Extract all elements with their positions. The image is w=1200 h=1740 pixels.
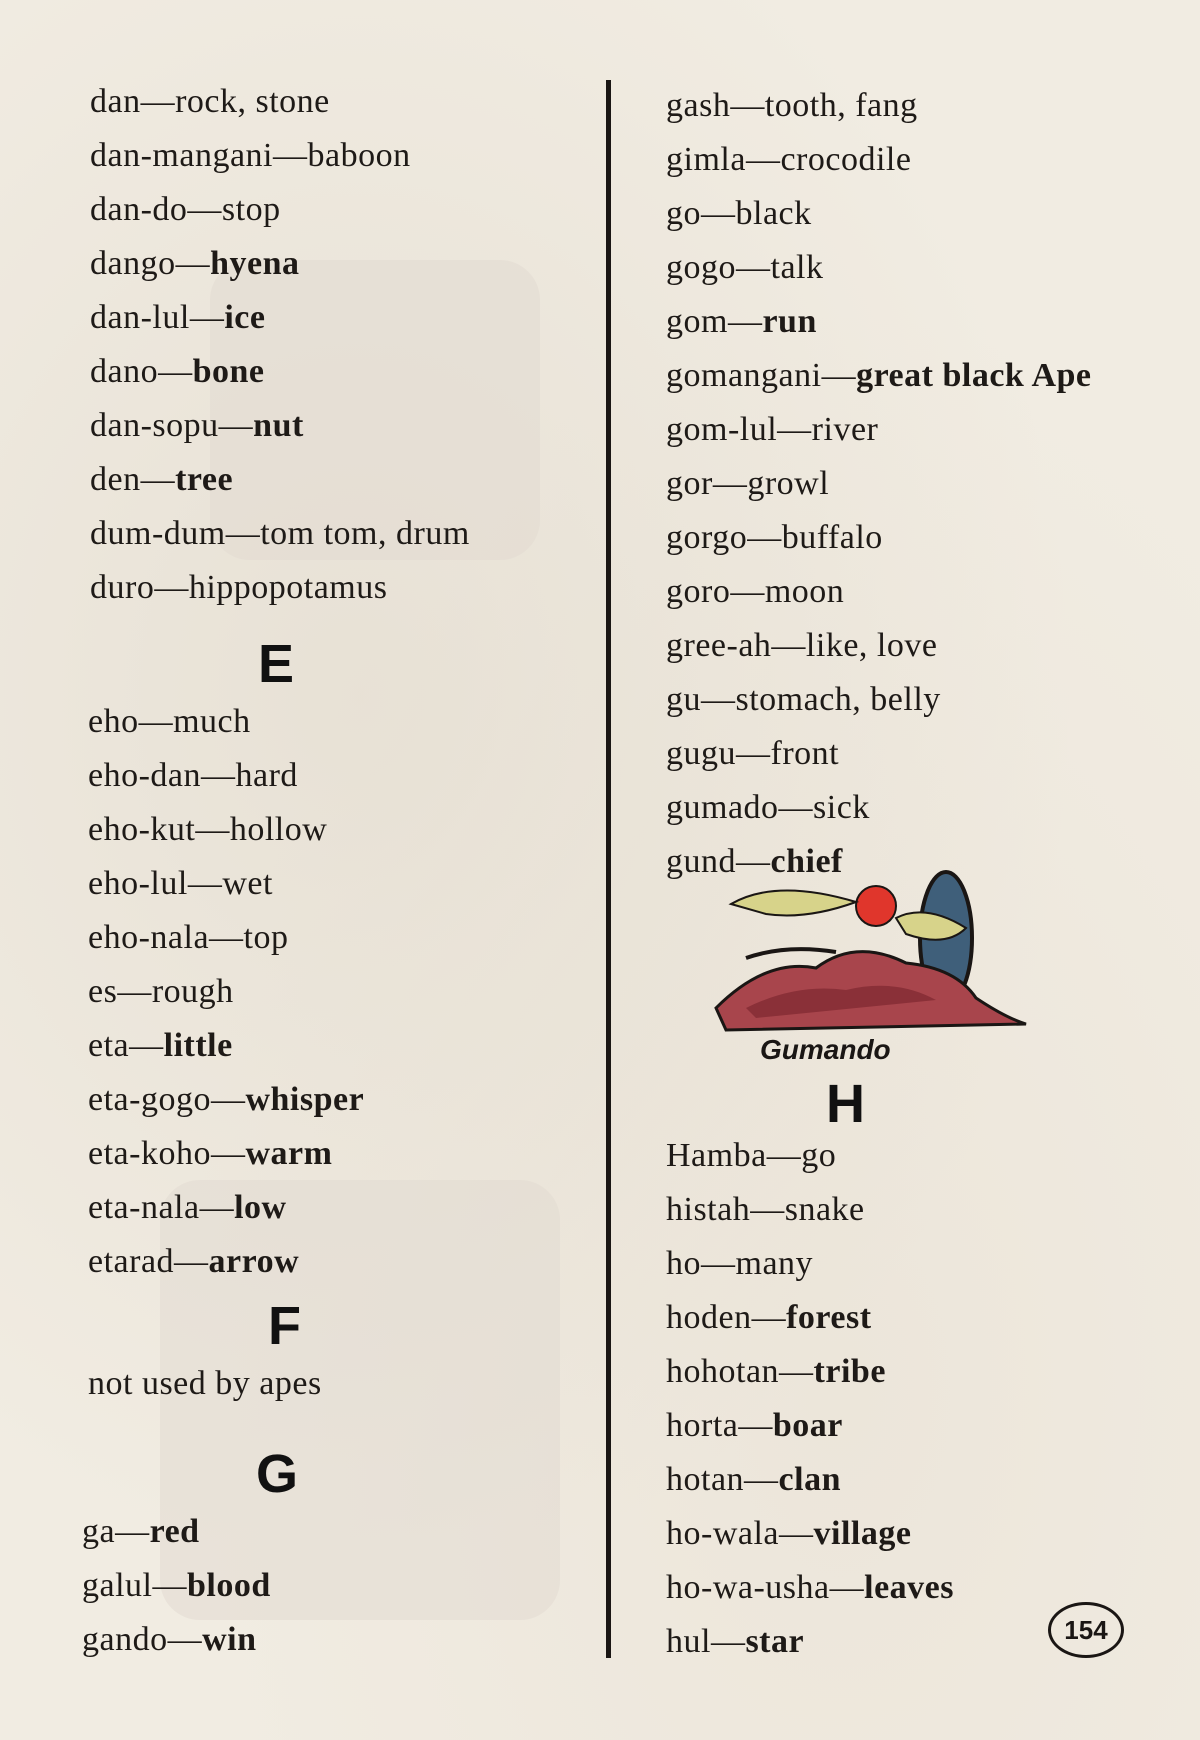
entry-meaning: baboon [307,137,411,174]
section-heading-h: H [826,1074,865,1134]
entry-meaning: snake [784,1191,865,1228]
entry-meaning: hollow [229,811,328,848]
entry-word: goro [666,573,731,610]
entry-dash: — [167,1621,203,1658]
entry [90,460,233,500]
entry-meaning: leaves [864,1569,954,1606]
entry-dash: — [187,865,223,902]
entry-word: ga [82,1513,116,1550]
entry-meaning: tribe [813,1353,886,1390]
figure-arm [746,949,836,958]
entry-dash: — [117,973,152,1010]
entry-meaning: black [735,195,812,232]
page-number: 154 [1048,1602,1124,1658]
entry [666,248,823,288]
entry-meaning: whisper [245,1081,365,1118]
entry [666,626,937,666]
entry [666,1244,813,1284]
entry-word: eho-dan [88,757,202,794]
entry-word: etarad [88,1243,175,1280]
entry-word: gimla [666,141,746,178]
entry-word: eho-nala [88,919,210,956]
entry-word: gu [666,681,701,718]
entry [666,86,918,126]
entry-dash: — [129,1027,164,1064]
entry-meaning: ice [224,299,266,336]
section-heading-g: G [256,1444,299,1504]
entry-dash: — [199,1189,235,1226]
entry-word: dan-sopu [90,407,219,444]
entry-meaning: wet [222,865,273,902]
entry-word: dan-do [90,191,188,228]
entry [88,864,273,904]
entry-meaning: low [234,1189,287,1226]
entry-meaning: stomach, belly [735,681,941,718]
entry-dash: — [115,1513,150,1550]
entry-meaning: village [813,1515,912,1552]
entry-word: Hamba [666,1137,767,1174]
entry [88,702,251,742]
entry-meaning: rock, stone [175,83,330,120]
entry [90,352,265,392]
entry-dash: — [745,141,781,178]
entry-dash: — [751,1299,787,1336]
entry-meaning: crocodile [780,141,912,178]
entry [90,190,281,230]
entry-dash: — [712,465,748,502]
entry-meaning: warm [245,1135,333,1172]
entry-meaning: star [745,1623,805,1660]
entry [88,756,298,796]
entry-meaning: river [811,411,879,448]
entry-dash: — [189,299,225,336]
entry-meaning: stop [221,191,281,228]
entry-dash: — [209,919,244,956]
entry [90,568,388,608]
entry-meaning: hippopotamus [188,569,388,606]
entry-word: dan-mangani [90,137,273,174]
entry-dash: — [771,627,806,664]
entry-meaning: tooth, fang [764,87,918,124]
entry-dash: — [710,1623,746,1660]
feather-left [731,890,856,915]
entry [82,1512,200,1552]
entry-meaning: arrow [208,1243,300,1280]
entry-dash: — [727,303,763,340]
entry-dash: — [158,353,193,390]
entry-meaning: tom tom, drum [260,515,470,552]
figure-head [856,886,896,926]
entry-word: galul [82,1567,153,1604]
entry-word: eta-gogo [88,1081,211,1118]
entry-word: gumado [666,789,779,826]
entry-word: gree-ah [666,627,772,664]
entry [90,244,300,284]
entry-word: dano [90,353,159,390]
entry-word: ho-wala [666,1515,780,1552]
entry-word: gor [666,465,713,502]
entry-meaning: like, love [805,627,938,664]
entry-meaning: rough [151,973,234,1010]
illustration-caption: Gumando [760,1034,891,1065]
section-heading-e: E [258,634,295,694]
entry-dash: — [747,519,782,556]
entry-meaning: run [762,303,817,340]
entry-dash: — [154,569,189,606]
entry-meaning: top [243,919,289,956]
entry-word: duro [90,569,155,606]
entry-word: gomangani [666,357,822,394]
entry [90,406,304,446]
gumando-illustration [706,868,1036,1038]
entry [666,1568,954,1608]
entry-dash: — [730,87,765,124]
entry [90,82,330,122]
entry [90,298,265,338]
entry-word: hotan [666,1461,745,1498]
column-divider [606,80,611,1658]
entry-word: hul [666,1623,711,1660]
entry-meaning: clan [778,1461,841,1498]
entry [88,1188,287,1228]
entry [88,972,234,1012]
entry-meaning: buffalo [781,519,883,556]
entry [666,680,941,720]
entry-dash: — [195,811,230,848]
entry-dash: — [779,1515,814,1552]
entry-dash: — [175,245,211,282]
entry [666,734,839,774]
entry-meaning: bone [192,353,265,390]
entry-meaning: red [149,1513,200,1550]
entry-dash: — [210,1081,246,1118]
entry-dash: — [187,191,222,228]
entry-dash: — [225,515,261,552]
entry-dash: — [140,83,176,120]
entry [666,1622,804,1662]
entry-meaning: many [735,1245,814,1282]
f-note: not used by apes [88,1365,322,1402]
entry-meaning: nut [253,407,304,444]
entry-word: dan-lul [90,299,190,336]
entry [666,1406,843,1446]
entry [666,1190,865,1230]
entry [666,1352,886,1392]
entry-dash: — [821,357,857,394]
entry-dash: — [174,1243,209,1280]
entry-word: ho [666,1245,701,1282]
entry [666,1136,836,1176]
entry [88,1026,233,1066]
entry-word: hohotan [666,1353,780,1390]
entry-word: dum-dum [90,515,226,552]
entry-dash: — [273,137,308,174]
entry [90,514,470,554]
entry-word: dango [90,245,176,282]
entry-dash: — [701,195,736,232]
entry-dash: — [738,1407,773,1444]
entry-dash: — [777,411,812,448]
entry [666,356,1092,396]
entry-word: eta-nala [88,1189,200,1226]
entry-dash: — [736,735,771,772]
entry-word: eho-lul [88,865,188,902]
entry-meaning: talk [770,249,824,286]
entry-meaning: blood [186,1567,271,1604]
entry-dash: — [152,1567,187,1604]
entry-meaning: front [770,735,840,772]
entry [88,810,327,850]
entry [666,302,817,342]
entry-meaning: great black Ape [856,357,1092,394]
entry-meaning: much [173,703,251,740]
entry-word: gugu [666,735,736,772]
entry [666,572,844,612]
entry-dash: — [778,789,814,826]
entry [666,1514,911,1554]
entry [88,1242,299,1282]
entry-meaning: moon [764,573,845,610]
entry-meaning: tree [175,461,234,498]
entry-word: hoden [666,1299,752,1336]
entry-meaning: forest [786,1299,872,1336]
entry [666,464,829,504]
entry-meaning: hyena [210,245,300,282]
entry [88,918,289,958]
entry [666,410,878,450]
entry [82,1620,257,1660]
entry [666,518,883,558]
entry-dash: — [766,1137,802,1174]
entry-meaning: little [163,1027,233,1064]
entry-word: den [90,461,141,498]
entry [90,136,411,176]
entry [88,1134,332,1174]
entry [88,1080,364,1120]
entry-word: eta [88,1027,130,1064]
entry-word: eta-koho [88,1135,211,1172]
entry-word: dan [90,83,141,120]
entry-word: gash [666,87,731,124]
entry-word: gom [666,303,728,340]
entry-dash: — [218,407,254,444]
entry-word: ho-wa-usha [666,1569,830,1606]
entry-meaning: chief [770,843,843,880]
entry-word: gando [82,1621,168,1658]
entry-word: eho-kut [88,811,196,848]
entry-dash: — [779,1353,814,1390]
entry-dash: — [210,1135,246,1172]
entry-dash: — [750,1191,785,1228]
entry-word: gorgo [666,519,748,556]
entry-dash: — [140,461,176,498]
entry-dash: — [138,703,174,740]
entry-dash: — [744,1461,779,1498]
entry [666,194,812,234]
entry [666,1460,841,1500]
entry-meaning: growl [747,465,830,502]
entry [666,788,870,828]
entry-word: horta [666,1407,739,1444]
entry-dash: — [701,681,736,718]
entry-meaning: win [202,1621,257,1658]
entry-dash: — [736,843,771,880]
entry-word: gund [666,843,736,880]
entry-word: gom-lul [666,411,778,448]
entry-word: es [88,973,118,1010]
entry [82,1566,271,1606]
entry [666,1298,872,1338]
entry-word: go [666,195,701,232]
entry-dash: — [701,1245,736,1282]
entry-dash: — [736,249,771,286]
entry [666,140,911,180]
entry-word: gogo [666,249,736,286]
entry-dash: — [201,757,236,794]
entry-meaning: go [801,1137,837,1174]
entry-meaning: hard [235,757,298,794]
section-heading-f: F [268,1296,301,1356]
entry-word: histah [666,1191,751,1228]
entry-meaning: sick [813,789,870,826]
entry-word: eho [88,703,139,740]
entry-meaning: boar [772,1407,843,1444]
entry-dash: — [730,573,765,610]
entry-dash: — [829,1569,865,1606]
